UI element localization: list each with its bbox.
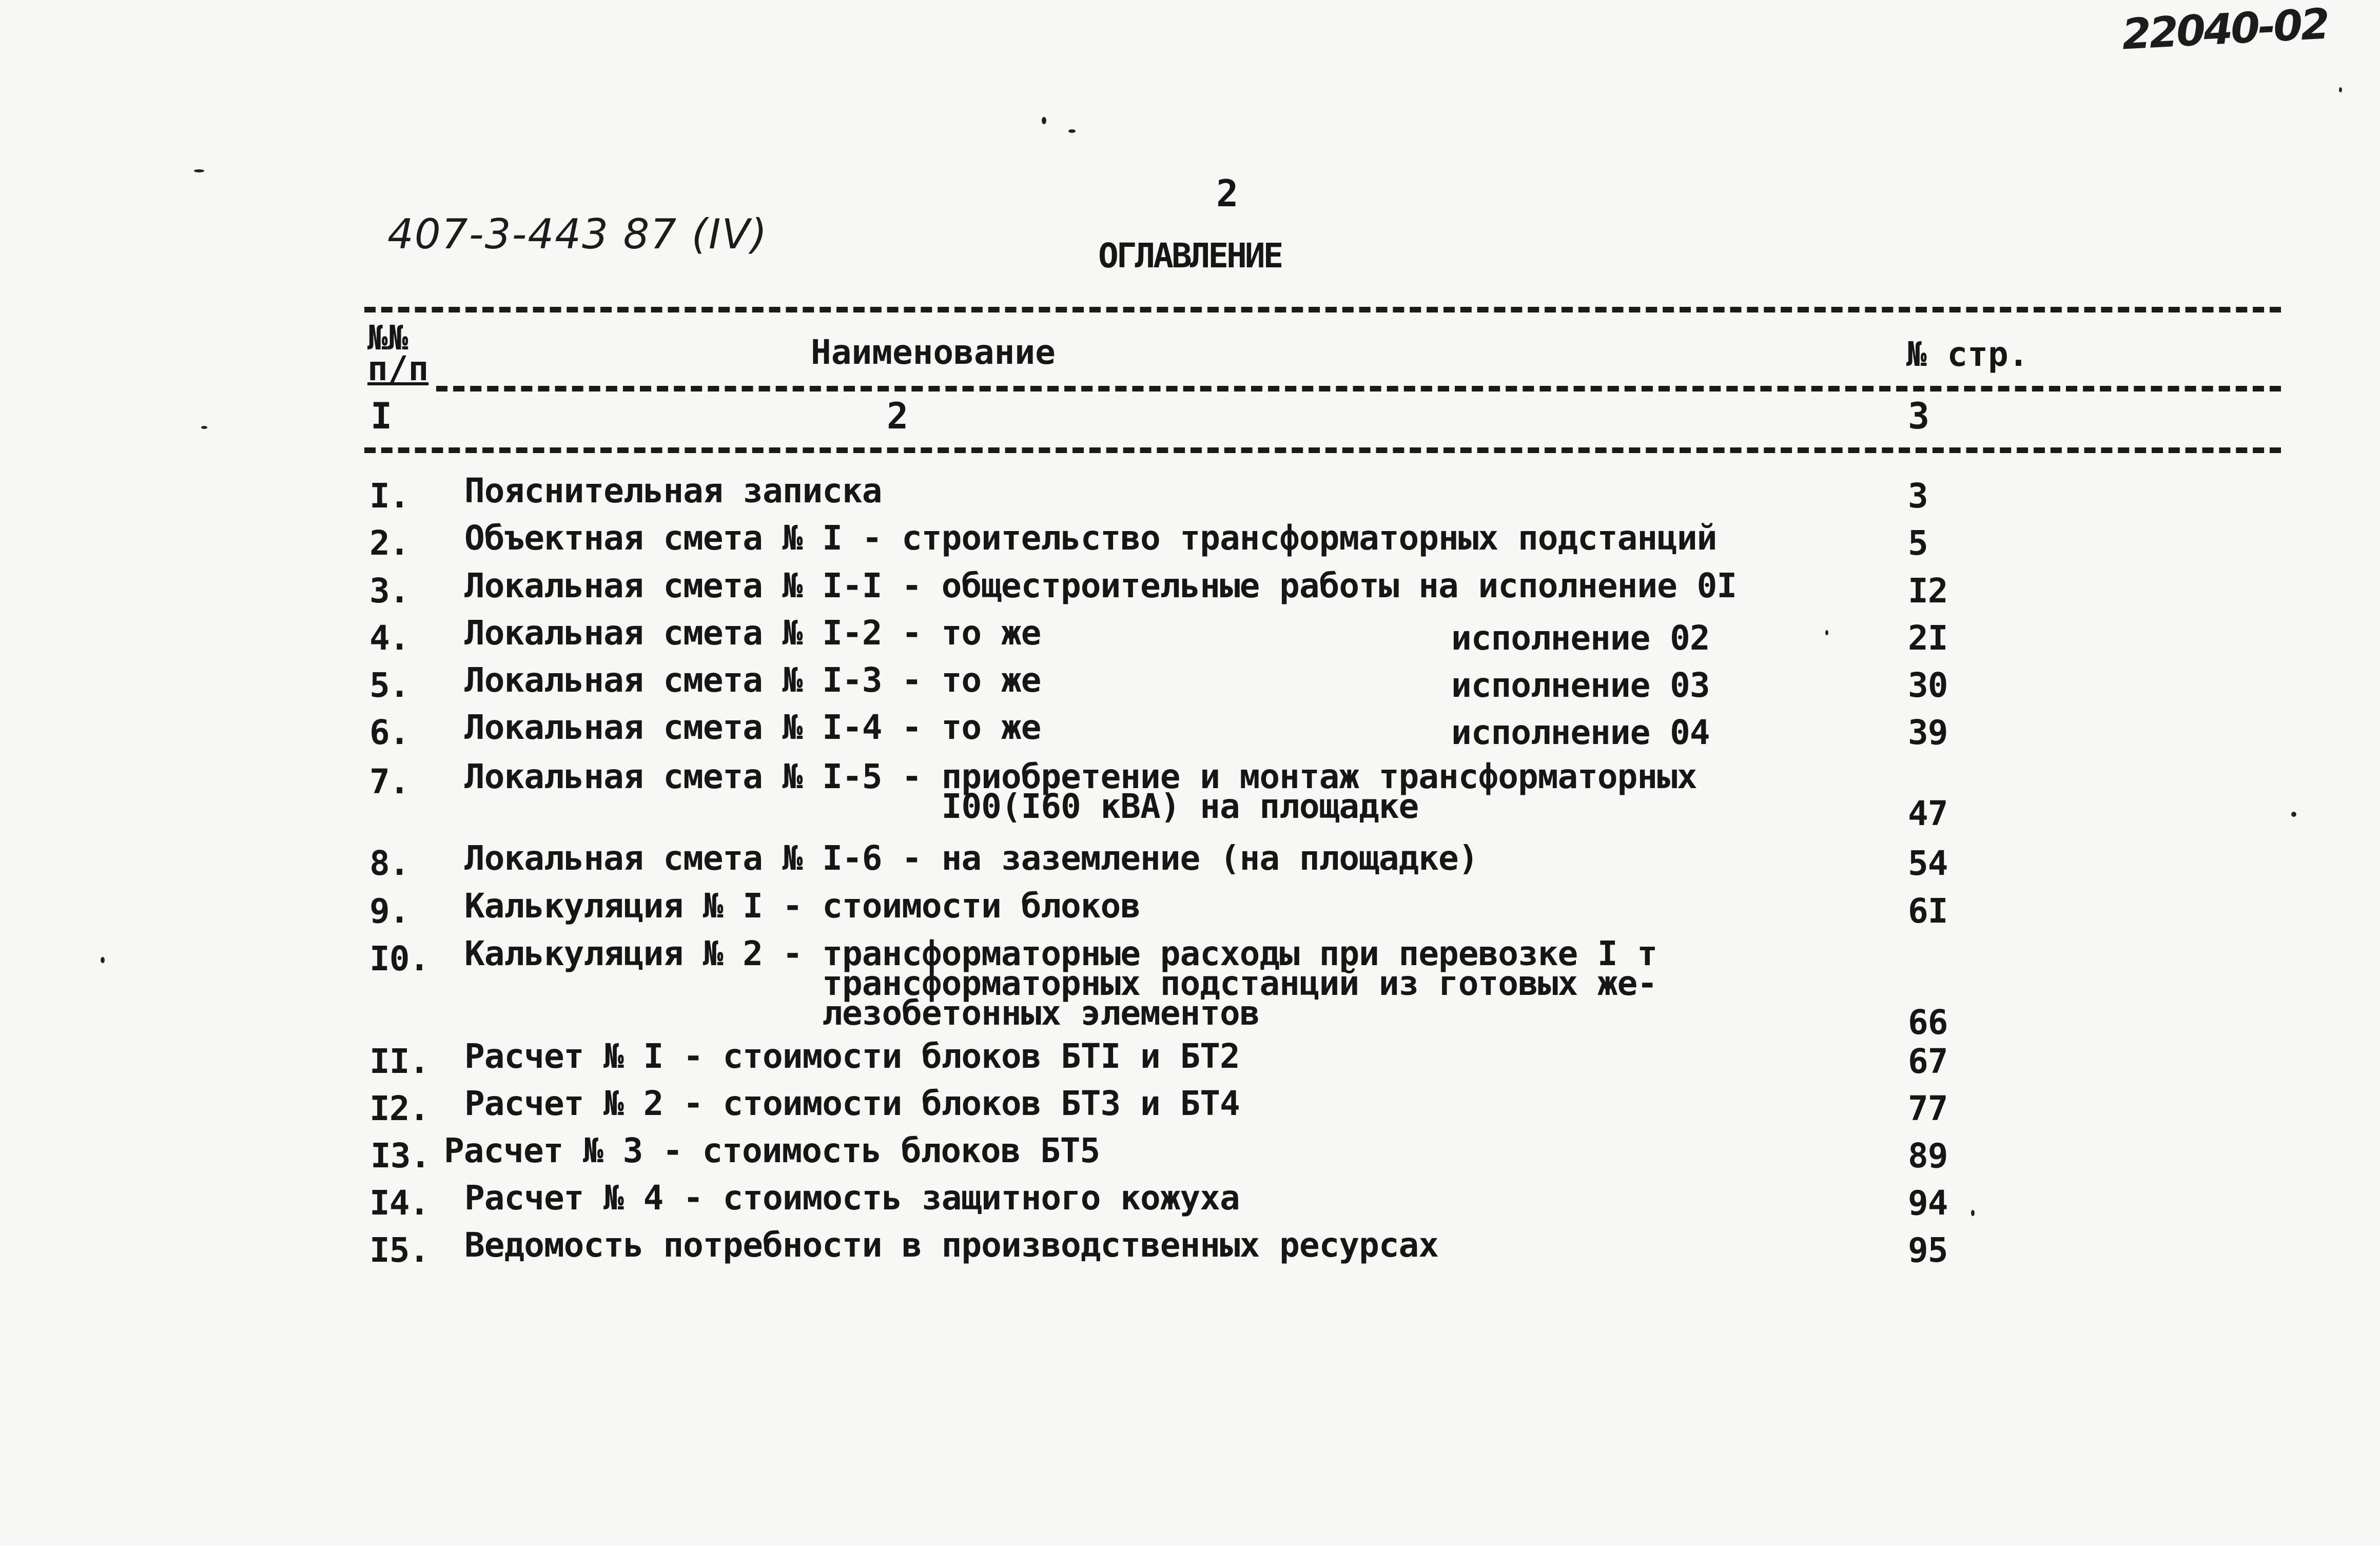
entry-page-number: 94 [1908, 1183, 1948, 1223]
entry-title-line: Локальная смета № I-2 - то же [464, 613, 1041, 653]
entry-title [464, 934, 1657, 1033]
entry-title-line: Калькуляция № I - стоимости блоков [464, 886, 1141, 926]
entry-title-line: Ведомость потребности в производственных ресурсах [464, 1225, 1439, 1265]
scan-speck [2291, 812, 2296, 817]
entry-title [464, 708, 1041, 747]
entry-number: I. [369, 476, 409, 516]
scan-speck [1825, 630, 1828, 635]
entry-number: 4. [369, 618, 409, 658]
column-number-2: 2 [887, 395, 909, 437]
column-number-3: 3 [1908, 395, 1930, 437]
entry-title-line: Локальная смета № I-5 - приобретение и монтаж трансформаторных [464, 757, 1697, 796]
entry-page-number: 95 [1908, 1230, 1948, 1270]
entry-number: 2. [369, 523, 409, 563]
entry-title-line: Локальная смета № I-I - общестроительные работы на исполнение 0I [464, 566, 1737, 605]
entry-title-line: лезобетонных элементов [464, 993, 1260, 1033]
entry-number: 5. [369, 666, 409, 705]
entry-title-line: Калькуляция № 2 - трансформаторные расходы при перевозке I т [464, 934, 1657, 973]
entry-title-line: трансформаторных подстанций из готовых же- [464, 964, 1657, 1003]
entry-title [464, 471, 882, 511]
entry-page-number: 30 [1908, 666, 1948, 705]
archive-stamp: 22040-02 [2120, 0, 2329, 60]
entry-title-line: Расчет № I - стоимости блоков БТI и БТ2 [464, 1036, 1240, 1076]
entry-number: I4. [369, 1183, 430, 1223]
entry-title-line: Локальная смета № I-3 - то же [464, 660, 1041, 700]
entry-page-number: 89 [1908, 1136, 1948, 1176]
scan-speck [1042, 117, 1046, 124]
entry-title [464, 886, 1141, 926]
entry-number: I3. [370, 1136, 431, 1176]
scan-speck [1971, 1210, 1975, 1216]
entry-number: I0. [369, 939, 430, 979]
entry-page-number: I2 [1908, 571, 1948, 611]
entry-page-number: 54 [1908, 844, 1948, 883]
entry-title-line: Локальная смета № I-6 - на заземление (на площадке) [464, 838, 1478, 878]
entry-number: II. [369, 1042, 430, 1081]
entry-page-number: 2I [1908, 618, 1948, 658]
entry-title-line: Расчет № 2 - стоимости блоков БТ3 и БТ4 [464, 1084, 1240, 1123]
entry-title-line: Объектная смета № I - строительство трансформаторных подстанций [464, 518, 1717, 558]
entry-page-number: 6I [1908, 891, 1948, 931]
header-number-sublabel: п/п [367, 349, 429, 388]
entry-number: 7. [369, 762, 409, 801]
entry-title [464, 1036, 1240, 1076]
entry-page-number: 5 [1908, 523, 1928, 563]
entry-number: 9. [369, 891, 409, 931]
page-number: 2 [1216, 172, 1239, 215]
page-title: ОГЛАВЛЕНИЕ [1098, 236, 1282, 276]
entry-title-line: I00(I60 кВА) на площадке [464, 787, 1419, 826]
scan-speck [201, 426, 207, 429]
entry-title [444, 1131, 1100, 1170]
entry-number: 6. [369, 713, 409, 752]
entry-title [464, 838, 1478, 878]
header-page-label: № стр. [1906, 335, 2029, 374]
entry-page-number: 47 [1908, 794, 1948, 833]
scan-speck [2339, 87, 2342, 92]
entry-title [464, 1178, 1240, 1218]
entry-number: 8. [369, 844, 409, 883]
entry-page-number: 77 [1908, 1089, 1948, 1128]
scan-speck [194, 169, 204, 172]
entry-variant: исполнение 02 [1451, 618, 1710, 658]
header-number-label: №№ [367, 318, 408, 358]
entry-title-line: Пояснительная записка [464, 471, 882, 511]
entry-title-line: Расчет № 3 - стоимость блоков БТ5 [444, 1131, 1100, 1170]
entry-title-line: Расчет № 4 - стоимость защитного кожуха [464, 1178, 1240, 1218]
scan-speck [101, 957, 105, 963]
entry-page-number: 3 [1908, 476, 1928, 516]
scan-speck [1068, 129, 1076, 133]
entry-number: I5. [369, 1230, 430, 1270]
entry-page-number: 67 [1908, 1042, 1948, 1081]
entry-title [464, 566, 1737, 605]
entry-title [464, 613, 1041, 653]
entry-title [464, 757, 1697, 826]
entry-title [464, 660, 1041, 700]
entry-variant: исполнение 03 [1451, 666, 1710, 705]
column-number-1: I [370, 395, 393, 437]
entry-page-number: 66 [1908, 1003, 1948, 1042]
entry-number: 3. [369, 571, 409, 611]
entry-number: I2. [369, 1089, 430, 1128]
header-name-label: Наименование [811, 332, 1056, 372]
entry-variant: исполнение 04 [1451, 713, 1710, 752]
entry-title-line: Локальная смета № I-4 - то же [464, 708, 1041, 747]
entry-title [464, 1084, 1240, 1123]
document-number: 407-3-443 87 (IV) [387, 210, 768, 258]
entry-title [464, 1225, 1439, 1265]
entry-page-number: 39 [1908, 713, 1948, 752]
entry-title [464, 518, 1717, 558]
